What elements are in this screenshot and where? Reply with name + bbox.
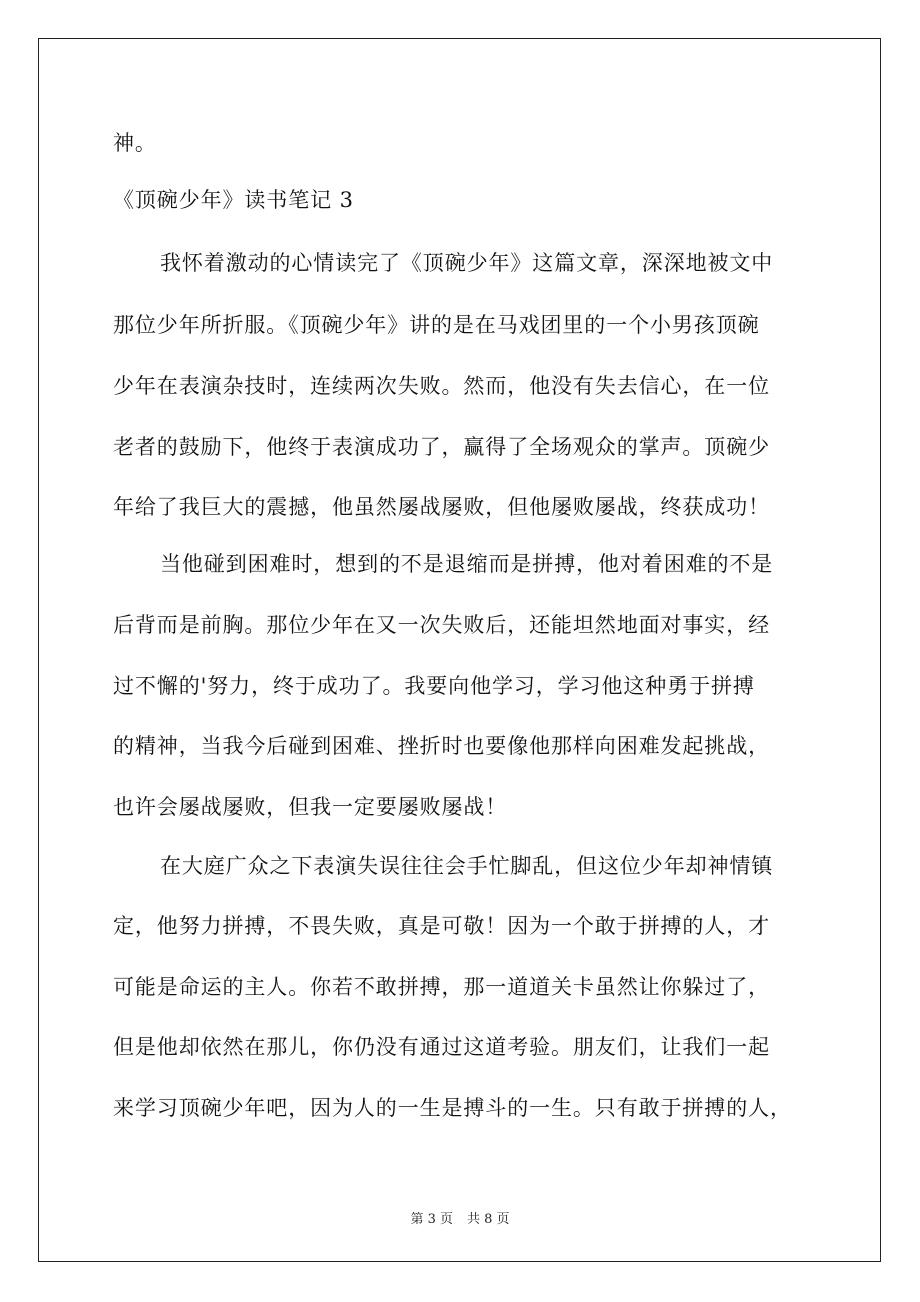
page-footer (0, 1208, 920, 1227)
page-total: 共 8 页 (467, 1212, 510, 1227)
text-line: 但是他却依然在那儿，你仍没有通过这道考验。朋友们，让我们一起 (113, 1035, 770, 1059)
text-line: 在大庭广众之下表演失误往往会手忙脚乱，但这位少年却神情镇 (160, 854, 774, 878)
text-line: 也许会屡战屡败，但我一定要屡败屡战！ (113, 795, 508, 819)
page-border (38, 38, 881, 1262)
text-line: 那位少年所折服。《顶碗少年》讲的是在马戏团里的一个小男孩顶碗 (113, 313, 760, 337)
text-line: 我怀着激动的心情读完了《顶碗少年》这篇文章，深深地被文中 (160, 251, 774, 275)
text-line: 后背而是前胸。那位少年在又一次失败后，还能坦然地面对事实，经 (113, 613, 770, 637)
text-line: 来学习顶碗少年吧，因为人的一生是搏斗的一生。只有敢于拼搏的人， (113, 1096, 792, 1120)
text-line: 可能是命运的主人。你若不敢拼搏，那一道道关卡虽然让你躲过了， (113, 975, 770, 999)
text-line: 定，他努力拼搏，不畏失败，真是可敬！因为一个敢于拼搏的人，才 (113, 914, 770, 938)
text-line: 神。 (113, 131, 157, 155)
text-line: 的精神，当我今后碰到困难、挫折时也要像他那样向困难发起挑战， (113, 734, 770, 758)
text-line: 少年在表演杂技时，连续两次失败。然而，他没有失去信心，在一位 (113, 374, 770, 398)
section-heading: 《顶碗少年》读书笔记 3 (113, 188, 354, 212)
text-line: 过不懈的'努力，终于成功了。我要向他学习，学习他这种勇于拼搏 (113, 674, 755, 698)
page-number: 第 3 页 (410, 1212, 453, 1227)
text-line: 老者的鼓励下，他终于表演成功了，赢得了全场观众的掌声。顶碗少 (113, 435, 770, 459)
text-line: 年给了我巨大的震撼，他虽然屡战屡败，但他屡败屡战，终获成功！ (113, 495, 770, 519)
text-line: 当他碰到困难时，想到的不是退缩而是拼搏，他对着困难的不是 (160, 552, 774, 576)
